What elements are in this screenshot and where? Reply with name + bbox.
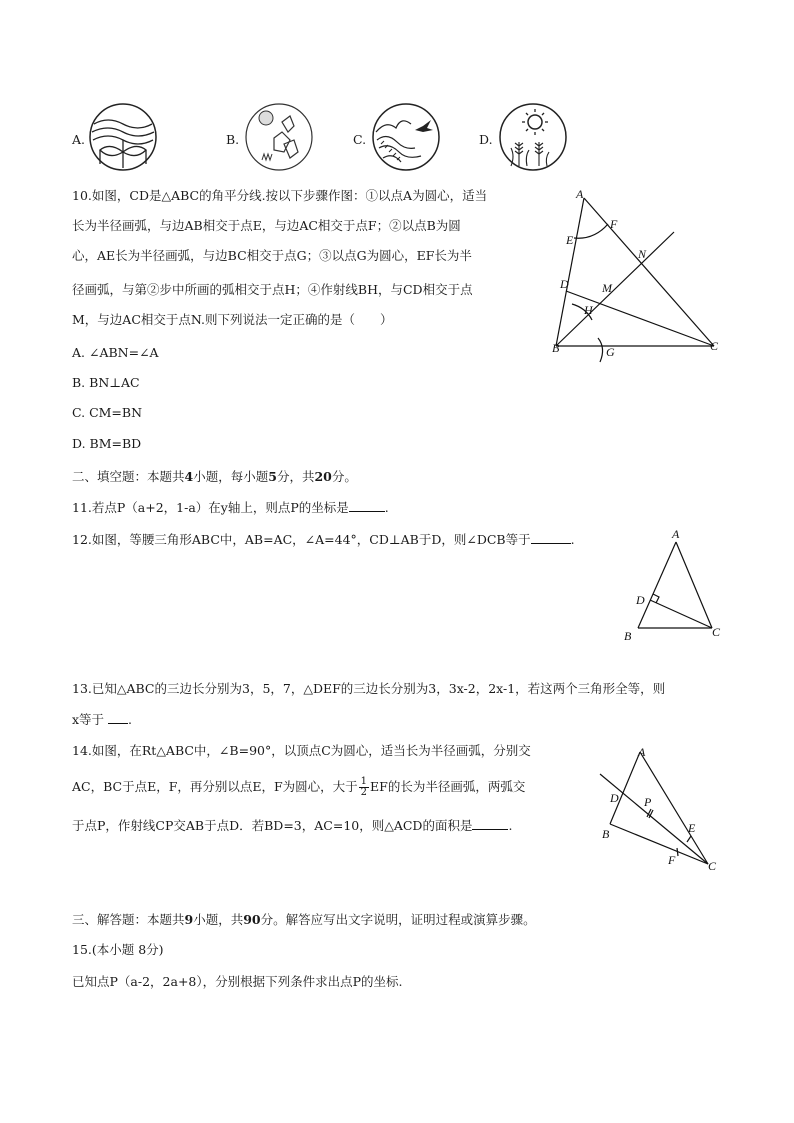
q14-label-e: E — [688, 821, 696, 835]
q10-label-m: M — [602, 281, 612, 295]
q11-stem: 11.若点P（a+2，1-a）在y轴上，则点P的坐标是 — [72, 500, 349, 515]
q10-label-h: H — [584, 303, 593, 317]
q14-answer-blank[interactable] — [472, 817, 508, 830]
q14-line-3 — [72, 817, 512, 834]
section-2-heading — [72, 469, 357, 485]
section-2-suffix: 分。 — [331, 469, 357, 484]
q12-label-a: A — [672, 527, 680, 541]
section-2-total: 20 — [314, 469, 332, 484]
q13-answer-blank[interactable] — [108, 711, 128, 724]
section-3-heading — [72, 912, 536, 928]
q14-stem: 于点P，作射线CP交AB于点D．若BD=3，AC=10，则△ACD的面积是 — [72, 818, 473, 833]
q14-label-a: A — [638, 745, 646, 759]
section-3-mid1: 小题，共 — [193, 912, 244, 927]
section-3-prefix: 三、解答题：本题共 — [72, 912, 185, 927]
q10-label-d: D — [560, 277, 569, 291]
q10-label-b: B — [552, 341, 560, 355]
q10-line-4: 径画弧，与第②步中所画的弧相交于点H；④作射线BH，与CD相交于点 — [72, 282, 473, 297]
plant-circle-icon — [88, 102, 158, 172]
q9-option-d-label: D. — [479, 132, 493, 147]
q10-label-e: E — [566, 233, 574, 247]
q12-answer-blank[interactable] — [531, 531, 571, 544]
q10-label-c: C — [710, 339, 719, 353]
q12-text — [72, 531, 575, 548]
q9-option-a-label: A. — [72, 132, 86, 147]
q12-label-c: C — [712, 625, 721, 639]
q14-label-f: F — [668, 853, 676, 867]
q14-label-c: C — [708, 859, 717, 873]
q14-label-d: D — [610, 791, 619, 805]
section-3-count: 9 — [184, 912, 194, 927]
section-2-points: 5 — [268, 469, 277, 484]
q10-line-5: M，与边AC相交于点N.则下列说法一定正确的是（ ） — [72, 312, 393, 327]
q10-label-f: F — [610, 217, 618, 231]
section-2-mid2: 分，共 — [276, 469, 315, 484]
q9-option-c-label: C. — [353, 132, 367, 147]
q10-triangle-figure — [546, 186, 736, 366]
q14-fraction — [359, 777, 369, 798]
q14-label-b: B — [602, 827, 610, 841]
q11-text — [72, 499, 389, 516]
q12-label-d: D — [636, 593, 645, 607]
q15-text: 已知点P（a-2，2a+8），分别根据下列条件求出点P的坐标. — [72, 974, 403, 989]
q13-end: . — [128, 712, 133, 727]
q15-title: 15.(本小题 8分) — [72, 942, 164, 957]
q10-option-c: C. CM=BN — [72, 405, 143, 420]
q12-end: . — [570, 532, 575, 547]
q13-stem: x等于 — [72, 712, 105, 727]
q11-end: . — [384, 500, 389, 515]
q10-line-3: 心，AE长为半径画弧，与边BC相交于点G；③以点G为圆心，EF长为半 — [72, 248, 472, 263]
section-2-prefix: 二、填空题：本题共 — [72, 469, 185, 484]
q10-label-n: N — [638, 247, 647, 261]
q14-fraction-numerator: 1 — [360, 776, 368, 787]
q12-label-b: B — [624, 629, 632, 643]
q12-triangle-figure — [620, 526, 730, 646]
q14-triangle-figure — [594, 740, 734, 874]
bird-landscape-circle-icon — [371, 102, 441, 172]
q10-option-d: D. BM=BD — [72, 436, 142, 451]
section-2-count: 4 — [184, 469, 194, 484]
q14-line-2 — [72, 777, 525, 798]
q14-label-p: P — [644, 795, 652, 809]
q10-option-b: B. BN⊥AC — [72, 375, 140, 390]
q10-option-a: A. ∠ABN=∠A — [72, 345, 159, 360]
section-3-suffix: 分。解答应写出文字说明，证明过程或演算步骤。 — [260, 912, 536, 927]
q14-fraction-denominator: 2 — [360, 787, 368, 798]
q10-label-a: A — [576, 187, 584, 201]
sun-grass-circle-icon — [497, 102, 569, 172]
q14-line-1: 14.如图，在Rt△ABC中，∠B=90°，以顶点C为圆心，适当长为半径画弧，分别交 — [72, 743, 531, 758]
geometric-shapes-circle-icon — [244, 102, 314, 172]
q14-line-2-pre: AC，BC于点E，F，再分别以点E，F为圆心，大于 — [72, 779, 358, 794]
section-2-mid1: 小题，每小题 — [193, 469, 269, 484]
q13-line-1: 13.已知△ABC的三边长分别为3，5，7，△DEF的三边长分别为3，3x-2，2x-1，若这两个三角形全等，则 — [72, 681, 666, 696]
q12-stem: 12.如图，等腰三角形ABC中，AB=AC，∠A=44°，CD⊥AB于D，则∠DCB等于 — [72, 532, 531, 547]
q10-label-g: G — [606, 345, 615, 359]
q9-option-b-label: B. — [226, 132, 240, 147]
section-3-total: 90 — [243, 912, 261, 927]
q13-line-2 — [72, 711, 132, 728]
q14-end: . — [508, 818, 513, 833]
q11-answer-blank[interactable] — [349, 499, 385, 512]
q10-line-2: 长为半径画弧，与边AB相交于点E，与边AC相交于点F；②以点B为圆 — [72, 218, 461, 233]
q10-line-1: 10.如图，CD是△ABC的角平分线.按以下步骤作图：①以点A为圆心，适当 — [72, 188, 488, 203]
q14-line-2-post: EF的长为半径画弧，两弧交 — [370, 779, 526, 794]
